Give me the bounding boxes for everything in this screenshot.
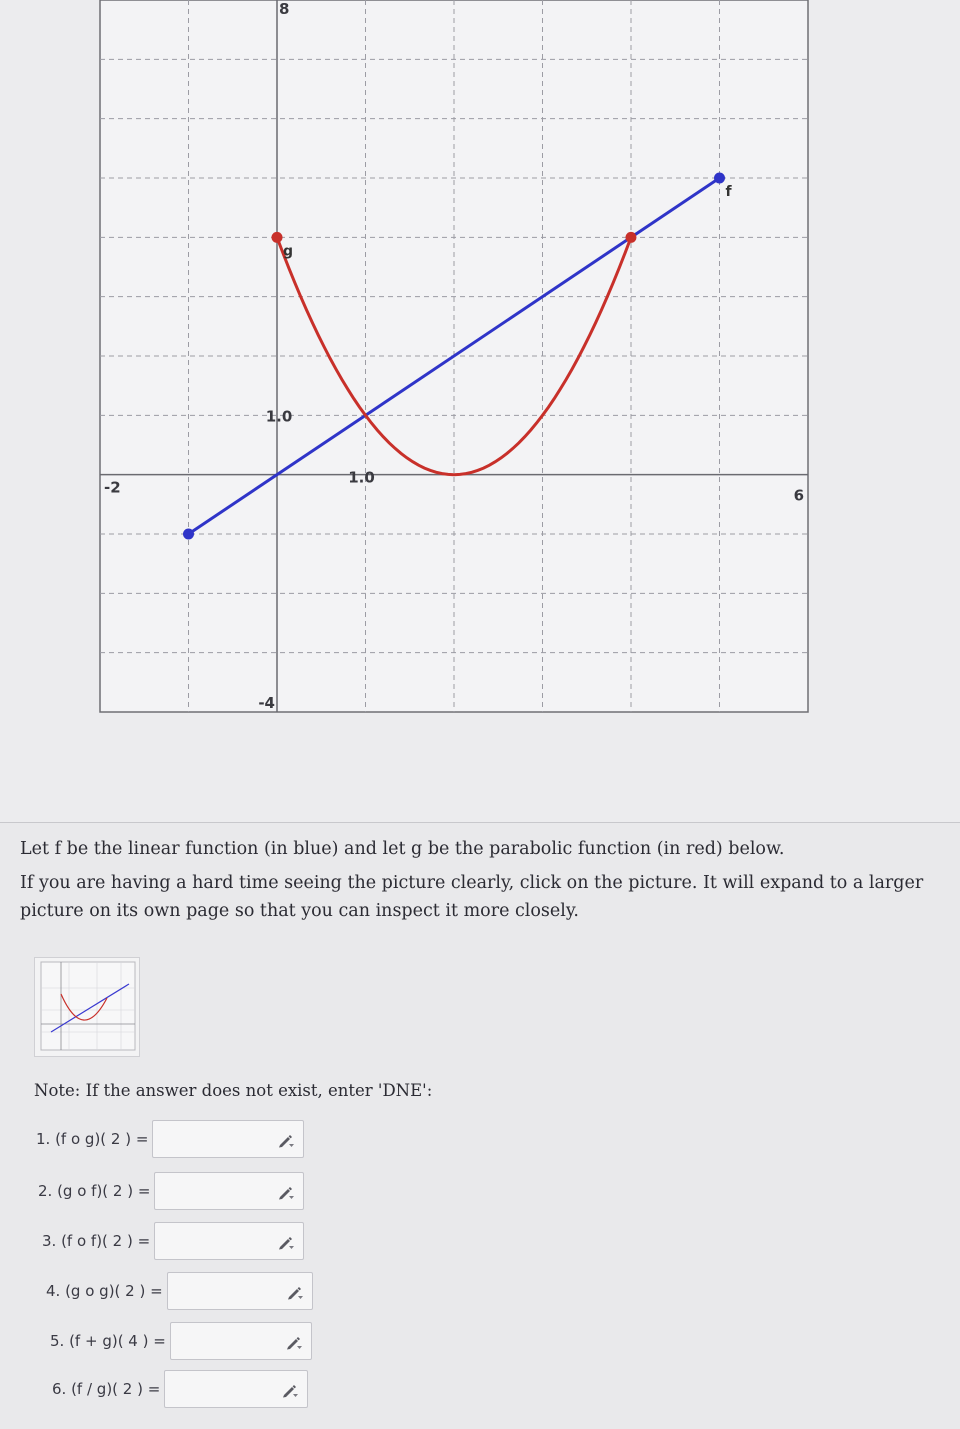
question-row-3 (42, 1221, 304, 1261)
thumbnail-image (35, 958, 139, 1056)
answer-field-1[interactable] (152, 1120, 304, 1158)
intro-line-1: Let f be the linear function (in blue) and let g be the parabolic function (in red) below. (20, 839, 785, 859)
question-label-1: 1. (f o g)( 2 ) = (36, 1130, 149, 1148)
question-row-2 (38, 1171, 304, 1211)
series-parabola-endpoint (272, 232, 283, 243)
pencil-icon[interactable] (277, 1184, 295, 1200)
question-label-2: 2. (g o f)( 2 ) = (38, 1182, 151, 1200)
y-min-label: -4 (258, 694, 275, 712)
question-label-6: 6. (f / g)( 2 ) = (52, 1380, 161, 1398)
answer-field-3[interactable] (154, 1222, 304, 1260)
graph-thumbnail[interactable] (34, 957, 140, 1057)
x-min-label: -2 (104, 478, 121, 497)
question-label-5: 5. (f + g)( 4 ) = (50, 1332, 166, 1350)
pencil-icon[interactable] (286, 1284, 304, 1300)
pencil-icon[interactable] (277, 1234, 295, 1250)
x-step-label: 1.0 (348, 468, 375, 487)
problem-panel (0, 822, 960, 1429)
answer-field-2[interactable] (154, 1172, 304, 1210)
question-row-1 (36, 1119, 304, 1159)
dne-note: Note: If the answer does not exist, enter 'DNE': (34, 1081, 433, 1100)
answer-field-5[interactable] (170, 1322, 312, 1360)
series-endpoint-label: f (725, 184, 732, 200)
question-row-4 (46, 1271, 313, 1311)
pencil-icon[interactable] (277, 1132, 295, 1148)
y-max-label: 8 (279, 0, 290, 18)
question-row-6 (52, 1369, 308, 1409)
question-label-4: 4. (g o g)( 2 ) = (46, 1282, 163, 1300)
question-label-3: 3. (f o f)( 2 ) = (42, 1232, 151, 1250)
y-step-label: 1.0 (265, 407, 293, 426)
problem-intro (20, 835, 940, 931)
series-linear-endpoint (714, 173, 725, 184)
answer-field-4[interactable] (167, 1272, 313, 1310)
question-row-5 (50, 1321, 312, 1361)
series-endpoint-label: g (283, 243, 294, 260)
series-linear-endpoint (183, 529, 194, 540)
series-parabola-endpoint (626, 232, 637, 243)
pencil-icon[interactable] (281, 1382, 299, 1398)
intro-line-2: If you are having a hard time seeing the picture clearly, click on the picture. It will expand to a larger picture on its own page so that you can inspect it more closely. (20, 873, 924, 921)
pencil-icon[interactable] (285, 1334, 303, 1350)
x-max-label: 6 (793, 486, 804, 505)
answer-field-6[interactable] (164, 1370, 308, 1408)
